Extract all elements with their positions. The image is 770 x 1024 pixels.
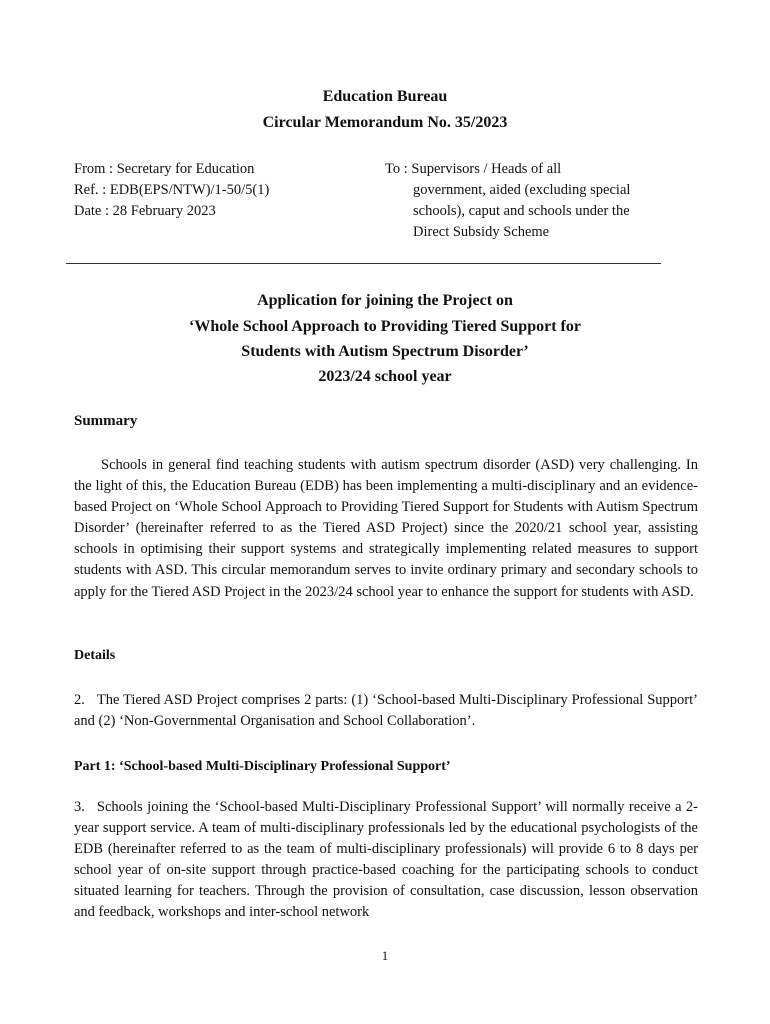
paragraph-3-text: Schools joining the ‘School-based Multi-Disciplinary Professional Support’ will normally receive a 2-year support service. A team of multi-disciplinary professionals led by the educational psychologists of the EDB (hereinafter referred to as the team of multi-disciplinary professionals) will provide 6 to 8 days per school year of on-site support through practice-based coaching for the participating schools to conduct situated learning for teachers. Through the provision of consultation, case discussion, lesson observation and feedback, workshops and inter-school network <box>74 799 698 921</box>
summary-text: Schools in general find teaching students with autism spectrum disorder (ASD) very challenging. In the light of this, the Education Bureau (EDB) has been implementing a multi-disciplinary and an evidence-based Project on ‘Whole School Approach to Providing Tiered Support for Students with Autism Spectrum Disorder’ (hereinafter referred to as the Tiered ASD Project) since the 2020/21 school year, assisting schools in optimising their support systems and strategically implementing related measures to support students with ASD. This circular memorandum serves to invite ordinary primary and secondary schools to apply for the Tiered ASD Project in the 2023/24 school year to enhance the support for students with ASD. <box>74 457 698 600</box>
subject-year: 2023/24 school year <box>318 368 452 385</box>
subject-title: Application for joining the Project on <box>257 292 513 309</box>
to-line-continued: government, aided (excluding special <box>413 182 631 198</box>
paragraph-number: 2. <box>74 692 85 708</box>
summary-heading: Summary <box>74 413 138 429</box>
date-line: Date : 28 February 2023 <box>74 203 216 219</box>
page-number: 1 <box>381 948 389 963</box>
circular-number: Circular Memorandum No. 35/2023 <box>262 114 508 131</box>
ref-line: Ref. : EDB(EPS/NTW)/1-50/5(1) <box>74 182 270 198</box>
to-line: To : Supervisors / Heads of all <box>385 161 562 177</box>
details-heading: Details <box>74 648 116 663</box>
paragraph-2 <box>74 690 698 732</box>
summary-paragraph <box>74 455 698 603</box>
part1-heading: Part 1: ‘School-based Multi-Disciplinary Professional Support’ <box>74 759 451 774</box>
subject-title: Students with Autism Spectrum Disorder’ <box>241 343 529 360</box>
issuer-title: Education Bureau <box>322 88 448 105</box>
paragraph-2-text: The Tiered ASD Project comprises 2 parts: (1) ‘School-based Multi-Disciplinary Professional Support’ and (2) ‘Non-Governmental Organisation and School Collaboration’. <box>74 692 698 730</box>
paragraph-3 <box>74 797 698 924</box>
subject-title: ‘Whole School Approach to Providing Tiered Support for <box>189 318 581 335</box>
from-line: From : Secretary for Education <box>74 161 255 177</box>
to-line-continued: Direct Subsidy Scheme <box>413 224 550 240</box>
to-line-continued: schools), caput and schools under the <box>413 203 630 219</box>
paragraph-number: 3. <box>74 799 85 815</box>
header-divider <box>66 263 661 264</box>
